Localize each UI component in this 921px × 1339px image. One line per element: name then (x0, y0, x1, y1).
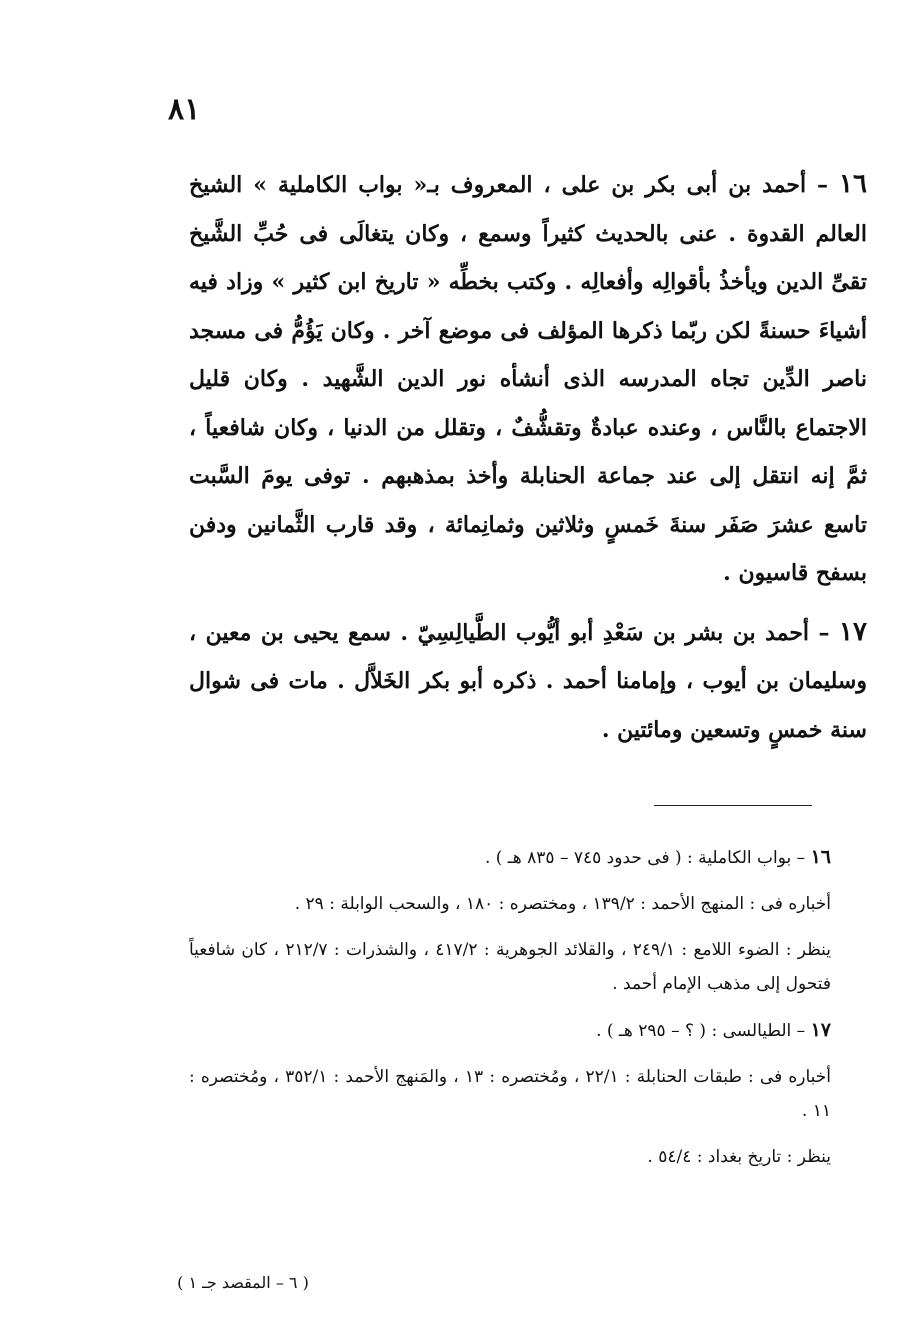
footnote-16-title (189, 840, 831, 875)
biography-entry-17 (189, 608, 867, 755)
biography-entry-16 (189, 160, 867, 598)
main-text (189, 160, 867, 764)
footnote-number: ١٧ (810, 1019, 831, 1041)
signature-mark: ( ٦ – المقصد جـ ١ ) (177, 1273, 309, 1292)
entry-number: ١٧ (839, 616, 867, 647)
footnote-text: ينظر : تاريخ بغداد : ٥٤/٤ . (647, 1147, 831, 1167)
footnote-17-title (189, 1013, 831, 1048)
footnote-text: ينظر : الضوء اللامع : ٢٤٩/١ ، والقلائد الجوهرية : ٤١٧/٢ ، والشذرات : ٢١٢/٧ ، كان شافعياً فتحول إلى مذهب الإمام أحمد . (189, 940, 831, 994)
footnote-16-references (189, 933, 831, 1001)
footnote-text: – بواب الكاملية : ( فى حدود ٧٤٥ – ٨٣٥ هـ ) . (484, 848, 806, 868)
footnotes (189, 840, 831, 1186)
entry-text: – أحمد بن بشر بن سَعْدِ أبو أيُّوب الطَّيالِسِيّ . سمع يحيى بن معين ، وسليمان بن أيوب ، وإمامنا أحمد . ذكره أبو بكر الخَلاَّل . مات فى شوال سنة خمسٍ وتسعين ومائتين . (189, 619, 867, 743)
footnote-17-references (189, 1140, 831, 1174)
footnote-separator (654, 805, 812, 806)
footnote-text: أخباره فى : المنهج الأحمد : ١٣٩/٢ ، ومختصره : ١٨٠ ، والسحب الوابلة : ٢٩ . (294, 894, 831, 914)
footnote-16-sources (189, 887, 831, 921)
entry-number: ١٦ (839, 169, 867, 199)
footnote-text: – الطيالسى : ( ؟ – ٢٩٥ هـ ) . (596, 1021, 806, 1041)
entry-text: – أحمد بن أبى بكر بن على ، المعروف بـ« بواب الكاملية » الشيخ العالم القدوة . عنى بالحديث كثيراً وسمع ، وكان يتغالَى فى حُبِّ الشَّيخ تقىِّ الدين ويأخذُ بأقوالِه وأفعالِه . وكتب بخطِّه « تاريخ ابن كثير » وزاد فيه أشياءَ حسنةً لكن ربّما ذكرها المؤلف فى موضع آخر . وكان يَؤُمُّ فى مسجد ناصر الدِّين تجاه المدرسه الذى أنشأه نور الدين الشَّهيد . وكان قليل الاجتماع بالنَّاس ، وعنده عبادةٌ وتقشُّفٌ ، وتقلل من الدنيا ، وكان شافعياً ، ثمَّ إنه انتقل إلى عند جماعة الحنابلة وأخذ بمذهبهم . توفى يومَ السَّبت تاسع عشرَ صَفَر سنةَ خَمسٍ وثلاثين وثمانِمائة ، وقد قارب الثَّمانين ودفن بسفح قاسيون . (189, 172, 867, 586)
footnote-number: ١٦ (810, 846, 831, 868)
footnote-17-sources (189, 1060, 831, 1128)
page-number: ٨١ (168, 92, 201, 127)
footnote-text: أخباره فى : طبقات الحنابلة : ٢٢/١ ، ومُختصره : ١٣ ، والمَنهج الأحمد : ٣٥٢/١ ، ومُختصره : ١١ . (189, 1067, 832, 1121)
